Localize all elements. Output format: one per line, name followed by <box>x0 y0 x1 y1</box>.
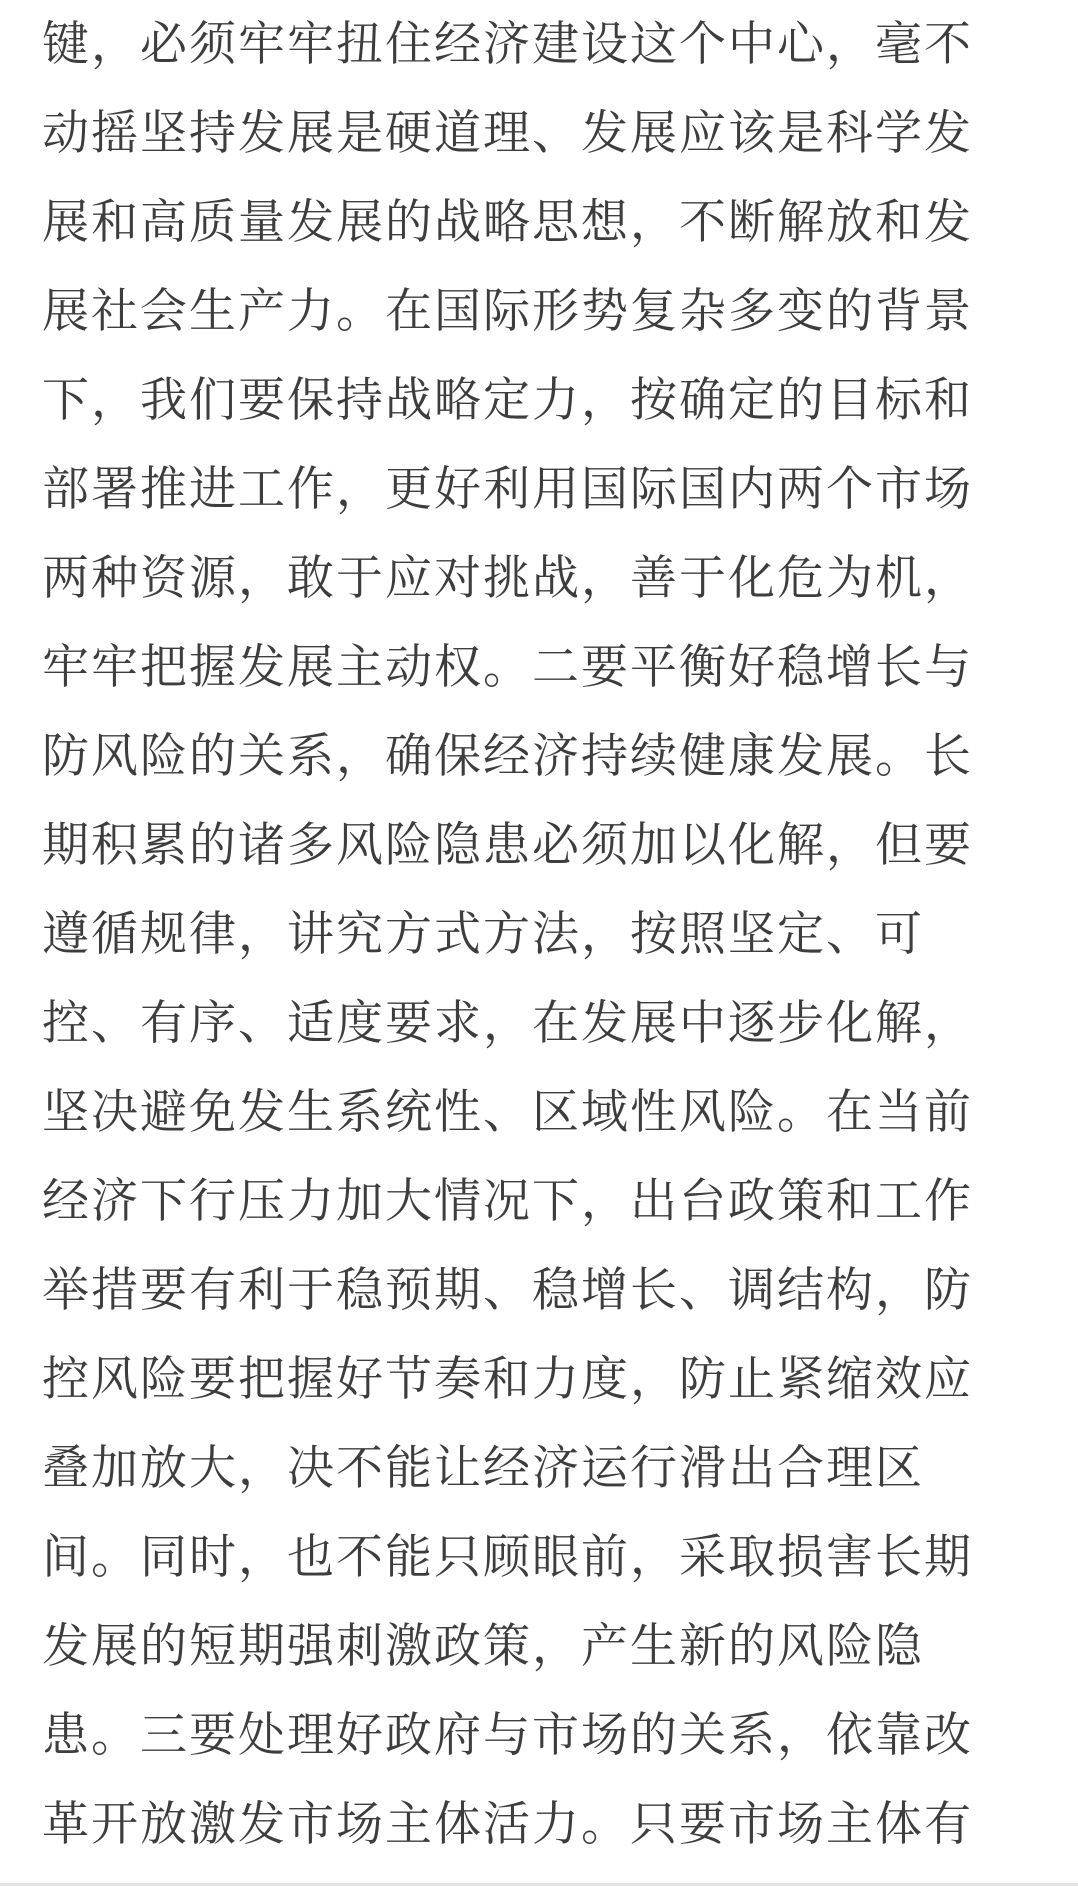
article-line: 键，必须牢牢扭住经济建设这个中心，毫不 <box>42 17 973 72</box>
article-line: 举措要有利于稳预期、稳增长、调结构，防 <box>42 1263 973 1318</box>
article-line: 间。同时，也不能只顾眼前，采取损害长期 <box>42 1530 973 1585</box>
article-line: 坚决避免发生系统性、区域性风险。在当前 <box>42 1085 973 1140</box>
article-line: 部署推进工作，更好利用国际国内两个市场 <box>42 462 973 517</box>
article-line: 经济下行压力加大情况下，出台政策和工作 <box>42 1174 973 1229</box>
article-body <box>42 0 1042 1869</box>
article-line: 遵循规律，讲究方式方法，按照坚定、可 <box>42 907 924 962</box>
article-line: 防风险的关系，确保经济持续健康发展。长 <box>42 729 973 784</box>
article-line: 两种资源，敢于应对挑战，善于化危为机， <box>42 551 973 606</box>
article-line: 患。三要处理好政府与市场的关系，依靠改 <box>42 1708 973 1763</box>
article-line: 下，我们要保持战略定力，按确定的目标和 <box>42 373 973 428</box>
article-line: 控、有序、适度要求，在发展中逐步化解， <box>42 996 973 1051</box>
article-line: 叠加放大，决不能让经济运行滑出合理区 <box>42 1441 924 1496</box>
article-line: 展和高质量发展的战略思想，不断解放和发 <box>42 195 973 250</box>
article-line: 展社会生产力。在国际形势复杂多变的背景 <box>42 284 973 339</box>
article-line: 革开放激发市场主体活力。只要市场主体有 <box>42 1797 973 1852</box>
article-line: 牢牢把握发展主动权。二要平衡好稳增长与 <box>42 640 973 695</box>
article-line: 期积累的诸多风险隐患必须加以化解，但要 <box>42 818 973 873</box>
article-line: 控风险要把握好节奏和力度，防止紧缩效应 <box>42 1352 973 1407</box>
article-line: 发展的短期强刺激政策，产生新的风险隐 <box>42 1619 924 1674</box>
article-line: 动摇坚持发展是硬道理、发展应该是科学发 <box>42 106 973 161</box>
